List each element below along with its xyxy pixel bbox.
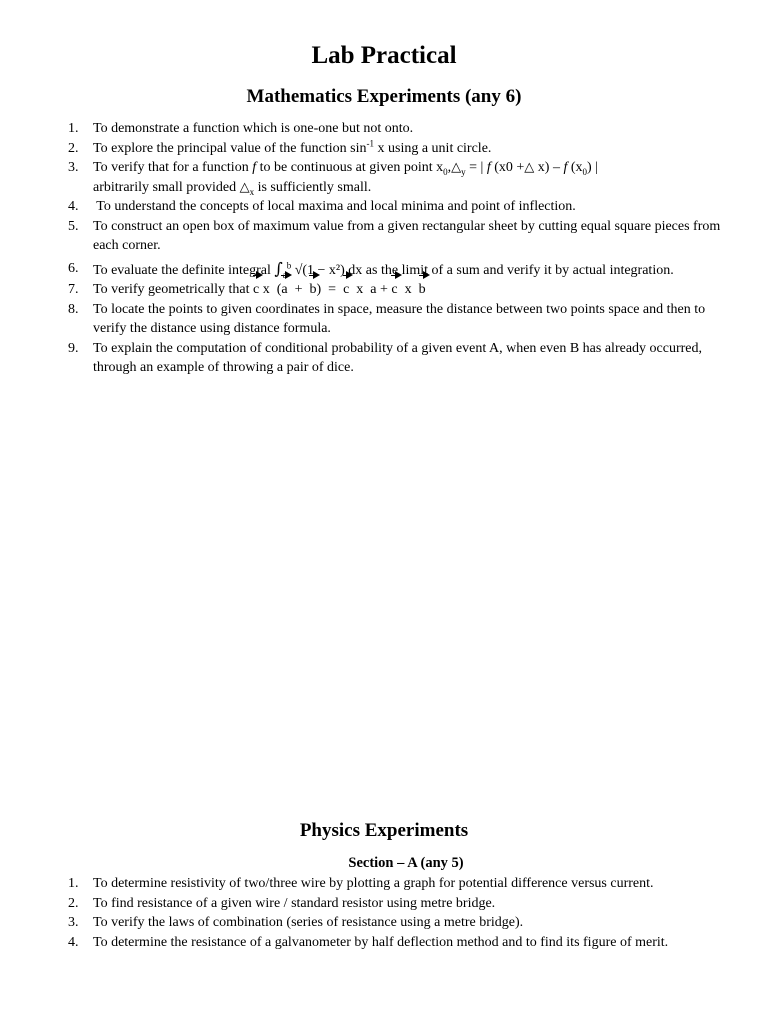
physics-subsection-heading: Section – A (any 5) xyxy=(348,855,464,871)
vector-c: c xyxy=(343,280,349,300)
item-text: To verify geometrically that c x (a + b) = c x a + c x b xyxy=(93,280,723,300)
item-text: To verify the laws of combination (series of resistance using a metre bridge). xyxy=(93,915,524,930)
integral-sign: ∫ xyxy=(274,258,283,278)
item-text: To verify that for a function f to be continuous at given point $x_0,\triangle_y$ = | f (x0 +△ x) – f $(x_0)$ | arbitrarily small provided $\triangle_x$ is sufficiently small. xyxy=(93,160,598,197)
item-number: 9. xyxy=(68,340,79,356)
item-text: To construct an open box of maximum value from a given rectangular sheet by cutting equal square pieces from each corner. xyxy=(93,218,721,253)
item-text: To evaluate the definite integral $\int_a^b$ √(1 − x²) dx as the limit of a sum and verify it by actual integration. xyxy=(93,258,674,280)
page-title: Lab Practical xyxy=(311,42,457,69)
item-text: To find resistance of a given wire / standard resistor using metre bridge. xyxy=(93,895,496,911)
item-number: 4. xyxy=(68,199,79,214)
list-item xyxy=(0,300,768,339)
list-item xyxy=(0,874,768,894)
list-item xyxy=(0,139,768,159)
item-text: To understand the concepts of local maxima and local minima and point of inflection. xyxy=(93,199,576,214)
delta-symbol: △ xyxy=(451,160,462,175)
item-text: To demonstrate a function which is one-one but not onto. xyxy=(93,121,414,136)
physics-experiment-list xyxy=(0,874,768,952)
item-number: 5. xyxy=(68,218,79,234)
item-number: 3. xyxy=(68,915,79,930)
list-item xyxy=(0,894,768,914)
item-number: 1. xyxy=(68,876,79,891)
item-text: To locate the points to given coordinates in space, measure the distance between two points space and then to verify the distance using distance formula. xyxy=(93,301,706,336)
item-number: 2. xyxy=(68,895,79,911)
list-item xyxy=(0,217,768,256)
item-number: 3. xyxy=(68,160,79,175)
vector-c: c xyxy=(253,280,259,300)
item-number: 4. xyxy=(68,934,79,950)
list-item xyxy=(0,933,768,953)
vector-a: a xyxy=(281,280,287,300)
item-number: 6. xyxy=(68,260,79,276)
item-text: To explore the principal value of the function $\sin^{-1} x$ using a unit circle. xyxy=(93,137,492,156)
square-root-expression: √(1 − x²) xyxy=(294,262,345,278)
item-number: 8. xyxy=(68,301,79,317)
item-number: 7. xyxy=(68,282,79,297)
math-experiment-list xyxy=(0,119,768,378)
vector-c: c xyxy=(391,280,397,300)
item-text: To explain the computation of conditional probability of a given event A, when even B has already occurred, through an example of throwing a pair of dice. xyxy=(93,340,702,375)
delta-symbol: △ xyxy=(524,160,535,175)
item-number: 1. xyxy=(68,121,79,136)
list-item xyxy=(0,119,768,139)
list-item xyxy=(0,913,768,933)
list-item xyxy=(0,197,768,217)
math-section-title: Mathematics Experiments (any 6) xyxy=(246,86,522,107)
list-item xyxy=(0,280,768,300)
vector-b: b xyxy=(309,280,316,300)
physics-section-title: Physics Experiments xyxy=(299,820,469,841)
list-item xyxy=(0,259,768,281)
vector-b: b xyxy=(419,280,426,300)
delta-symbol: △ xyxy=(239,179,250,195)
list-item xyxy=(0,339,768,378)
item-number: 2. xyxy=(68,140,79,156)
item-text: To determine resistivity of two/three wire by plotting a graph for potential difference versus current. xyxy=(93,876,654,891)
list-item xyxy=(0,158,768,197)
item-text: To determine the resistance of a galvanometer by half deflection method and to find its figure of merit. xyxy=(93,934,669,950)
